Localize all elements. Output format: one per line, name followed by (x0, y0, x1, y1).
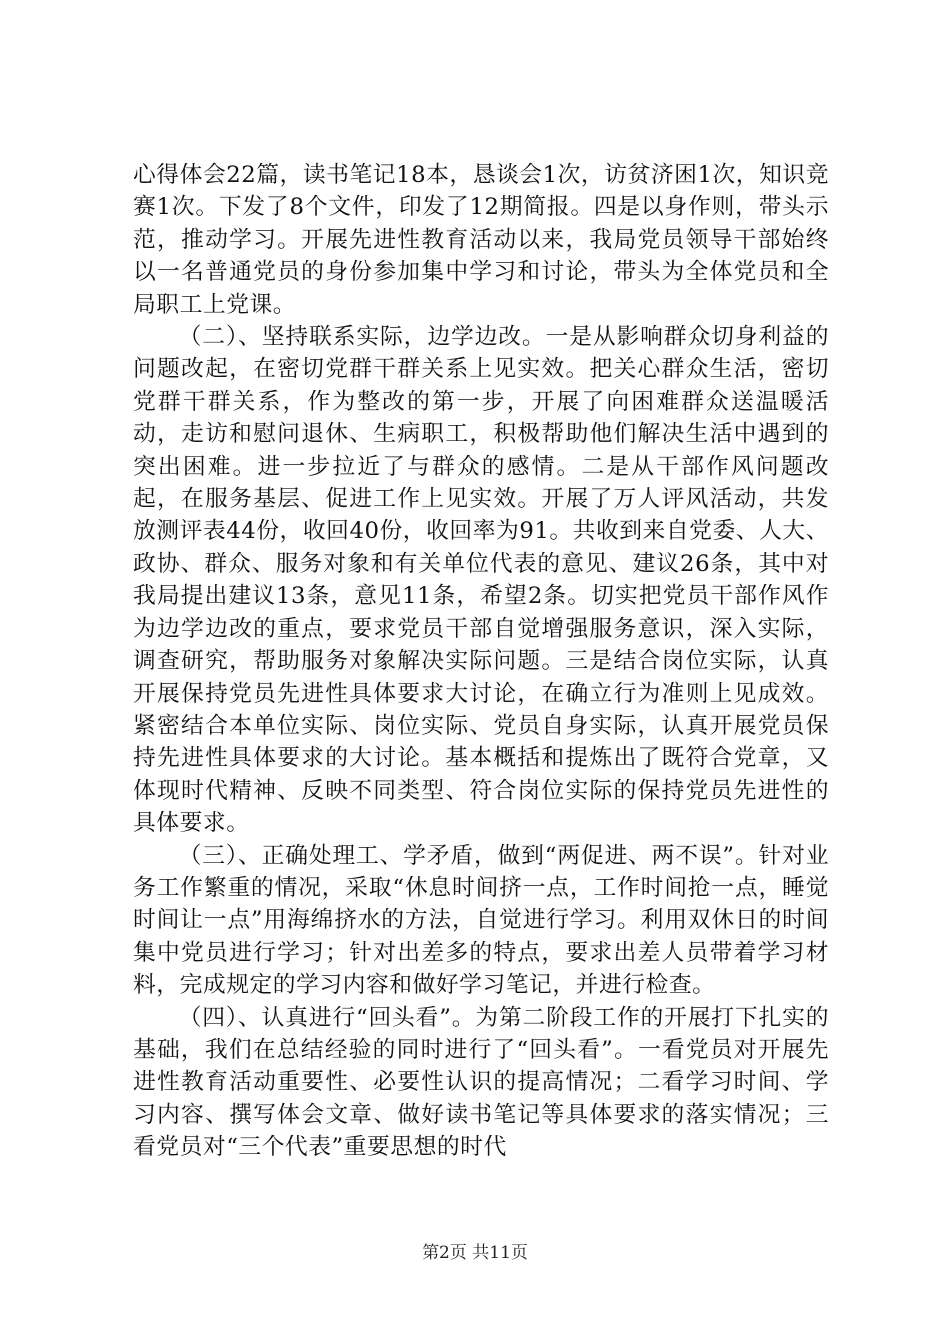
paragraph-4: （四）、认真进行“回头看”。为第二阶段工作的开展打下扎实的基础，我们在总结经验的同时进行了“回头看”。一看党员对开展先进性教育活动重要性、必要性认识的提高情况；二看学习时间、学习内容、撰写体会文章、做好读书笔记等具体要求的落实情况；三看党员对“三个代表”重要思想的时代 (133, 1004, 829, 1161)
paragraph-2: （二）、坚持联系实际，边学边改。一是从影响群众切身利益的问题改起，在密切党群干群关系上见实效。把关心群众生活，密切党群干群关系，作为整改的第一步，开展了向困难群众送温暖活动，走访和慰问退休、生病职工，积极帮助他们解决生活中遇到的突出困难。进一步拉近了与群众的感情。二是从干部作风问题改起，在服务基层、促进工作上见实效。开展了万人评风活动，共发放测评表44份，收回40份，收回率为91。共收到来自党委、人大、政协、群众、服务对象和有关单位代表的意见、建议26条，其中对我局提出建议13条，意见11条，希望2条。切实把党员干部作风作为边学边改的重点，要求党员干部自觉增强服务意识，深入实际，调查研究，帮助服务对象解决实际问题。三是结合岗位实际，认真开展保持党员先进性具体要求大讨论，在确立行为准则上见成效。紧密结合本单位实际、岗位实际、党员自身实际，认真开展党员保持先进性具体要求的大讨论。基本概括和提炼出了既符合党章，又体现时代精神、反映不同类型、符合岗位实际的保持党员先进性的具体要求。 (133, 324, 829, 837)
paragraph-1: 心得体会22篇，读书笔记18本，恳谈会1次，访贫济困1次，知识竞赛1次。下发了8个文件，印发了12期简报。四是以身作则，带头示范，推动学习。开展先进性教育活动以来，我局党员领导干部始终以一名普通党员的身份参加集中学习和讨论，带头为全体党员和全局职工上党课。 (133, 162, 829, 318)
page-footer (0, 1243, 950, 1263)
paragraph-3: （三）、正确处理工、学矛盾，做到“两促进、两不误”。针对业务工作繁重的情况，采取“休息时间挤一点，工作时间抢一点，睡觉时间让一点”用海绵挤水的方法，自觉进行学习。利用双休日的时间集中党员进行学习；针对出差多的特点，要求出差人员带着学习材料，完成规定的学习内容和做好学习笔记，并进行检查。 (133, 842, 829, 999)
page-number: 第2页 共11页 (422, 1243, 528, 1263)
document-body (133, 159, 829, 1164)
